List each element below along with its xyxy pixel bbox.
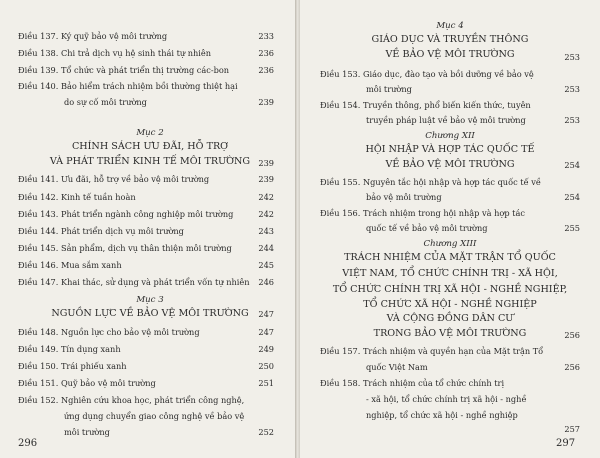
section-title: VỀ BẢO VỆ MÔI TRƯỜNG <box>385 49 515 60</box>
chapter-title: TỔ CHỨC XÃ HỘI - NGHỀ NGHIỆP <box>363 299 537 310</box>
toc-page: 256 <box>564 330 580 340</box>
chapter-title: VIỆT NAM, TỔ CHỨC CHÍNH TRỊ - XÃ HỘI, <box>342 268 558 279</box>
toc-entry: Điều 139. Tổ chức và phát triển thị trường các-bon <box>18 65 230 75</box>
toc-page: 236 <box>258 65 274 75</box>
toc-entry: Điều 158. Trách nhiệm của tổ chức chính trị <box>320 378 505 388</box>
toc-page: 247 <box>258 309 274 319</box>
toc-page: 254 <box>564 192 580 202</box>
chapter-title: VÀ CỘNG ĐỒNG DÂN CƯ <box>386 313 514 324</box>
toc-entry: Điều 148. Nguồn lực cho bảo vệ môi trường <box>18 327 200 337</box>
toc-entry: Điều 145. Sản phẩm, dịch vụ thân thiện môi trường <box>18 243 232 253</box>
right-page <box>300 0 600 458</box>
chapter-title: HỘI NHẬP VÀ HỢP TÁC QUỐC TẾ <box>365 144 535 155</box>
toc-entry: Điều 153. Giáo dục, đào tạo và bồi dưỡng về bảo vệ <box>320 69 534 79</box>
toc-entry: Điều 141. Ưu đãi, hỗ trợ về bảo vệ môi trường <box>18 174 210 184</box>
chapter-label: Chương XII <box>425 131 475 141</box>
toc-entry: Điều 143. Phát triển ngành công nghiệp môi trường <box>18 209 234 219</box>
toc-page: 256 <box>564 362 580 372</box>
toc-page: 239 <box>258 174 274 184</box>
section-label: Mục 2 <box>136 128 164 138</box>
toc-page: 239 <box>258 158 274 168</box>
toc-entry-continued: nghiệp, tổ chức xã hội - nghề nghiệp <box>366 410 518 420</box>
toc-entry-continued: ứng dụng chuyển giao công nghệ về bảo vệ <box>64 411 245 421</box>
toc-entry: Điều 156. Trách nhiệm trong hội nhập và hợp tác <box>320 208 525 218</box>
toc-page: 254 <box>564 160 580 170</box>
toc-entry-continued: bảo vệ môi trường <box>366 192 442 202</box>
chapter-title: VỀ BẢO VỆ MÔI TRƯỜNG <box>385 159 515 170</box>
toc-page: 247 <box>258 327 274 337</box>
toc-page: 253 <box>564 84 580 94</box>
toc-page: 250 <box>258 361 274 371</box>
toc-entry: Điều 149. Tín dụng xanh <box>18 344 121 354</box>
toc-entry: Điều 154. Truyền thông, phổ biến kiến thức, tuyên <box>320 100 531 110</box>
chapter-title: TRÁCH NHIỆM CỦA MẶT TRẬN TỔ QUỐC <box>344 252 556 263</box>
toc-page: 253 <box>564 52 580 62</box>
toc-entry-continued: môi trường <box>64 427 110 437</box>
toc-entry: Điều 138. Chi trả dịch vụ hệ sinh thái tự nhiên <box>18 48 212 58</box>
toc-entry: Điều 146. Mua sắm xanh <box>18 260 122 270</box>
toc-entry: Điều 137. Ký quỹ bảo vệ môi trường <box>18 31 168 41</box>
toc-page: 253 <box>564 115 580 125</box>
toc-page: 245 <box>258 260 274 270</box>
section-title: CHÍNH SÁCH ƯU ĐÃI, HỖ TRỢ <box>71 141 229 152</box>
toc-page: 239 <box>258 97 274 107</box>
chapter-label: Chương XIII <box>423 239 477 249</box>
toc-page: 244 <box>258 243 274 253</box>
section-label: Mục 3 <box>136 295 164 305</box>
toc-entry: Điều 152. Nghiên cứu khoa học, phát triển công nghệ, <box>18 395 245 405</box>
toc-entry-continued: truyền pháp luật về bảo vệ môi trường <box>366 115 526 125</box>
toc-entry: Điều 142. Kinh tế tuần hoàn <box>18 192 136 202</box>
toc-page: 246 <box>258 277 274 287</box>
chapter-title: TỔ CHỨC CHÍNH TRỊ XÃ HỘI - NGHỀ NGHIỆP, <box>332 284 568 295</box>
page-number: 297 <box>556 438 576 449</box>
toc-entry: Điều 157. Trách nhiệm và quyền hạn của Mặt trận Tổ <box>320 346 544 356</box>
page-number: 296 <box>18 438 38 449</box>
chapter-title: TRONG BẢO VỆ MÔI TRƯỜNG <box>373 328 527 339</box>
section-title: GIÁO DỤC VÀ TRUYỀN THÔNG <box>371 34 529 45</box>
toc-page: 251 <box>258 378 274 388</box>
toc-page: 242 <box>258 209 274 219</box>
section-title: NGUỒN LỰC VỀ BẢO VỆ MÔI TRƯỜNG <box>51 308 249 319</box>
toc-entry-continued: quốc Việt Nam <box>366 362 428 372</box>
toc-entry: Điều 144. Phát triển dịch vụ môi trường <box>18 226 184 236</box>
toc-entry-continued: quốc tế về bảo vệ môi trường <box>366 223 488 233</box>
toc-entry: Điều 150. Trái phiếu xanh <box>18 361 127 371</box>
toc-entry-continued: do sự cố môi trường <box>64 97 147 107</box>
toc-entry: Điều 151. Quỹ bảo vệ môi trường <box>18 378 156 388</box>
toc-entry-continued: môi trường <box>366 84 412 94</box>
toc-page: 242 <box>258 192 274 202</box>
section-label: Mục 4 <box>436 21 464 31</box>
toc-entry: Điều 140. Bảo hiểm trách nhiệm bồi thường thiệt hại <box>18 81 238 91</box>
toc-page: 255 <box>564 223 580 233</box>
toc-entry-continued: - xã hội, tổ chức chính trị xã hội - nghề <box>366 394 527 404</box>
toc-page: 249 <box>258 344 274 354</box>
left-page <box>0 0 296 458</box>
section-title: VÀ PHÁT TRIỂN KINH TẾ MÔI TRƯỜNG <box>49 156 251 167</box>
toc-page: 243 <box>258 226 274 236</box>
toc-entry: Điều 155. Nguyên tắc hội nhập và hợp tác quốc tế về <box>320 177 541 187</box>
toc-page: 257 <box>564 424 580 434</box>
toc-entry: Điều 147. Khai thác, sử dụng và phát triển vốn tự nhiên <box>18 277 250 287</box>
toc-page: 233 <box>258 31 274 41</box>
toc-page: 252 <box>258 427 274 437</box>
toc-page: 236 <box>258 48 274 58</box>
